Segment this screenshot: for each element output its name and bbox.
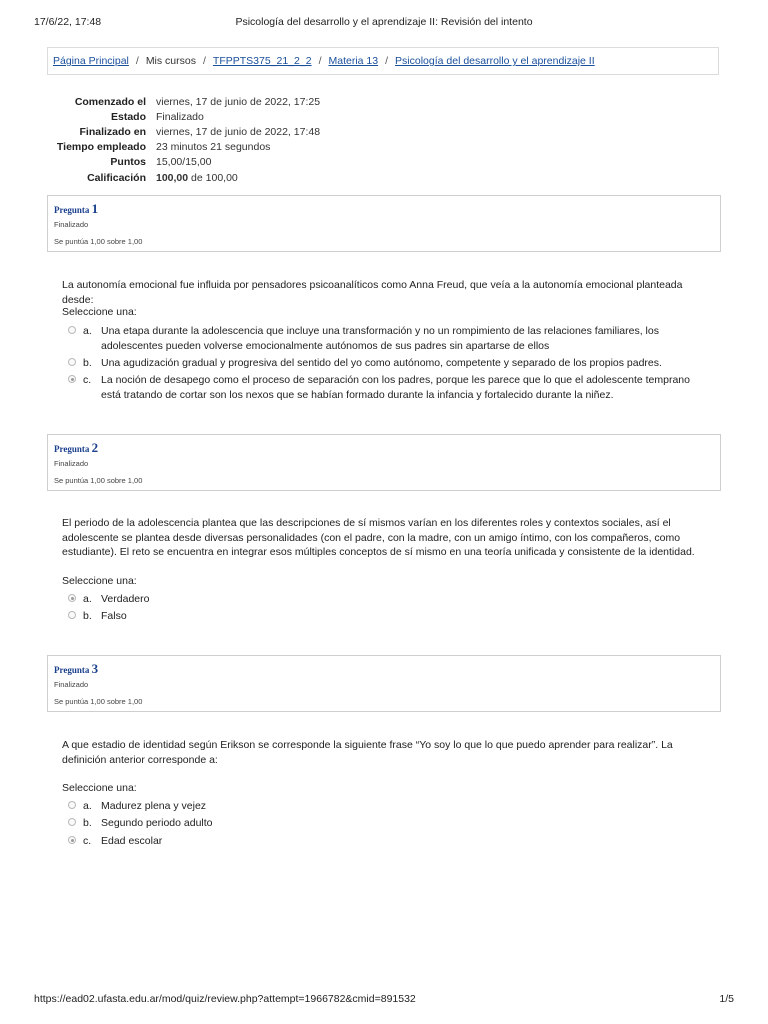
summary-label: Calificación: [87, 171, 146, 184]
question-state: Finalizado: [54, 680, 89, 689]
print-url: https://ead02.ufasta.edu.ar/mod/quiz/review.php?attempt=1966782&cmid=891532: [34, 993, 416, 1005]
print-title: Psicología del desarrollo y el aprendizaje II: Revisión del intento: [235, 16, 533, 28]
print-footer: [34, 993, 734, 1007]
question-info-3: [47, 655, 721, 712]
option-letter: b.: [83, 357, 92, 369]
summary-label: Estado: [110, 110, 146, 123]
question-info-2: [47, 434, 721, 491]
radio-button-selected[interactable]: [68, 375, 76, 383]
question-text: A que estadio de identidad según Erikson se corresponde la siguiente frase “Yo soy lo que lo que puedo aprender para realizar”. La definición anterior corresponde a:: [62, 739, 673, 766]
breadcrumb-home-link[interactable]: Página Principal: [53, 55, 129, 67]
radio-button[interactable]: [68, 801, 76, 809]
summary-label: Puntos: [110, 156, 146, 169]
option-letter: a.: [83, 325, 92, 337]
breadcrumb-separator: /: [135, 55, 139, 67]
question-title: Pregunta 3: [54, 661, 99, 676]
radio-button-selected[interactable]: [68, 594, 76, 602]
question-grade: Se puntúa 1,00 sobre 1,00: [54, 697, 143, 706]
grade-value: 100,00: [156, 171, 189, 184]
question-title: Pregunta 1: [54, 201, 99, 216]
summary-value: 23 minutos 21 segundos: [156, 141, 271, 154]
option-text: Edad escolar: [101, 835, 163, 847]
option-letter: c.: [83, 374, 92, 386]
answer-option-1c[interactable]: [68, 373, 708, 402]
select-prompt: Seleccione una:: [62, 575, 137, 587]
answer-option-1a[interactable]: [68, 324, 708, 353]
question-grade: Se puntúa 1,00 sobre 1,00: [54, 237, 143, 246]
radio-button[interactable]: [68, 611, 76, 619]
select-prompt: Seleccione una:: [62, 306, 137, 318]
summary-row: [50, 94, 320, 109]
summary-row: [50, 155, 320, 170]
question-state: Finalizado: [54, 220, 89, 229]
option-text: Una agudización gradual y progresiva del sentido del yo como autónomo, competente y separado de los propios padres.: [101, 357, 662, 369]
answer-option-3b[interactable]: [68, 816, 708, 831]
radio-button[interactable]: [68, 358, 76, 366]
option-letter: b.: [83, 610, 92, 622]
answer-option-1b[interactable]: [68, 356, 708, 371]
breadcrumb-my-courses: Mis cursos: [145, 55, 196, 67]
question-grade: Se puntúa 1,00 sobre 1,00: [54, 476, 143, 485]
option-text: Madurez plena y vejez: [101, 800, 207, 812]
select-prompt: Seleccione una:: [62, 782, 137, 794]
print-header: [34, 16, 734, 30]
option-text: Segundo periodo adulto: [101, 817, 213, 829]
breadcrumb-separator: /: [385, 55, 389, 67]
question-state: Finalizado: [54, 459, 89, 468]
print-date: 17/6/22, 17:48: [34, 16, 102, 28]
question-number: 1: [91, 201, 99, 216]
radio-button-selected[interactable]: [68, 836, 76, 844]
option-text: La noción de desapego como el proceso de separación con los padres, porque les parece que lo que el adolescente temprano está tratando de cortar son los nexos que se habían formado durante la infancia y fortalecido durante la niñez.: [101, 374, 690, 401]
question-text: La autonomía emocional fue influida por pensadores psicoanalíticos como Anna Freud, que veía a la autonomía emocional planteada desde:: [62, 279, 683, 306]
summary-row: [50, 124, 320, 139]
breadcrumb: [47, 47, 719, 75]
option-text: Verdadero: [101, 593, 150, 605]
option-text: Falso: [101, 610, 127, 622]
summary-value: [156, 170, 320, 185]
attempt-summary-table: [50, 94, 320, 185]
summary-value: 15,00/15,00: [156, 156, 212, 169]
option-letter: a.: [83, 593, 92, 605]
answer-option-2a[interactable]: [68, 592, 708, 607]
question-text: El periodo de la adolescencia plantea que las descripciones de sí mismos varían en los diferentes roles y contextos sociales, así el adolescente se plantea desde diversas personalidades (con el padre, con la madre, con un amigo íntimo, con los compañeros, como estudiante). El reto se encuentra en integrar esos múltiples conceptos de sí mismo en una teoría unificada y consistente de la identidad.: [62, 517, 695, 558]
summary-value: viernes, 17 de junio de 2022, 17:25: [156, 95, 321, 108]
summary-label: Tiempo empleado: [56, 141, 146, 154]
question-number: 3: [91, 661, 99, 676]
summary-value: Finalizado: [156, 110, 204, 123]
grade-max: de 100,00: [191, 171, 238, 184]
answer-option-2b[interactable]: [68, 609, 708, 624]
summary-label: Comenzado el: [74, 95, 146, 108]
summary-row: [50, 140, 320, 155]
summary-row: [50, 109, 320, 124]
summary-row: [50, 170, 320, 185]
radio-button[interactable]: [68, 818, 76, 826]
option-letter: b.: [83, 817, 92, 829]
breadcrumb-course-link[interactable]: TFPPTS375_21_2_2: [212, 55, 312, 67]
summary-value: viernes, 17 de junio de 2022, 17:48: [156, 125, 321, 138]
question-number: 2: [91, 440, 99, 455]
question-title: Pregunta 2: [54, 440, 99, 455]
breadcrumb-separator: /: [203, 55, 206, 67]
page-number: 1/5: [719, 993, 734, 1005]
summary-label: Finalizado en: [79, 125, 146, 138]
answer-option-3c[interactable]: [68, 834, 708, 849]
breadcrumb-module-link[interactable]: Psicología del desarrollo y el aprendizaje II: [395, 55, 595, 67]
answer-option-3a[interactable]: [68, 799, 708, 814]
option-letter: a.: [83, 800, 92, 812]
radio-button[interactable]: [68, 326, 76, 334]
question-info-1: [47, 195, 721, 252]
breadcrumb-subject-link[interactable]: Materia 13: [328, 55, 379, 67]
option-letter: c.: [83, 835, 92, 847]
option-text: Una etapa durante la adolescencia que incluye una transformación y no un rompimiento de las relaciones familiares, los adolescentes pueden volverse emocionalmente autónomos de sus padres sin apartarse de ellos: [101, 325, 659, 352]
breadcrumb-separator: /: [318, 55, 322, 67]
